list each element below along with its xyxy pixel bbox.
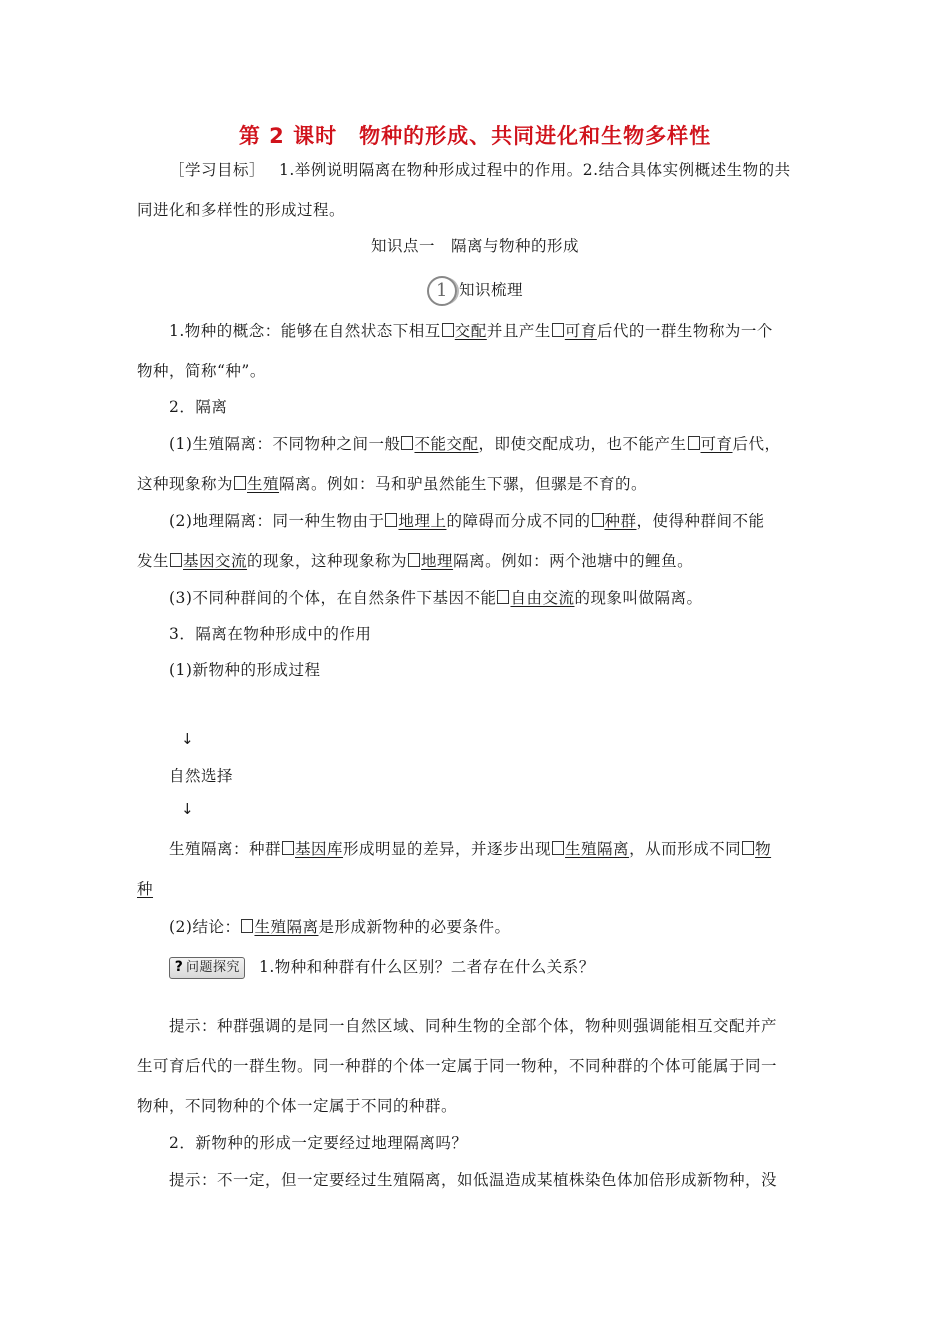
answer-text: 生殖隔离 bbox=[254, 918, 319, 936]
text: 的障碍而分成不同的 bbox=[446, 512, 591, 530]
answer-text: 地理 bbox=[421, 552, 454, 570]
answer-text: 物 bbox=[755, 840, 772, 858]
paragraph-1 bbox=[169, 313, 817, 349]
blank-box-icon bbox=[592, 513, 604, 527]
answer-text: 生殖 bbox=[247, 475, 280, 493]
answer-text: 基因库 bbox=[295, 840, 344, 858]
objectives-line-1 bbox=[169, 152, 817, 188]
paragraph-8-line-2 bbox=[137, 871, 817, 907]
answer-1-line-3: 物种，不同物种的个体一定属于不同的种群。 bbox=[137, 1097, 458, 1115]
question-mark-icon: ? bbox=[174, 959, 184, 975]
paragraph-4 bbox=[169, 503, 817, 539]
blank-box-icon bbox=[241, 919, 253, 933]
text: 并且产生 bbox=[486, 322, 551, 340]
text: ，即使交配成功，也不能产生 bbox=[478, 435, 687, 453]
text: ，从而形成不同 bbox=[629, 840, 742, 858]
circled-number-icon: 1 bbox=[427, 276, 457, 306]
answer-text: 可育 bbox=[700, 435, 733, 453]
blank-box-icon bbox=[234, 476, 246, 490]
inquiry-badge bbox=[169, 957, 245, 979]
objectives-label: ［学习目标］ bbox=[169, 161, 266, 179]
text: ，使得种群间不能 bbox=[636, 512, 765, 530]
down-arrow-icon: ↓ bbox=[181, 730, 194, 748]
natural-selection-label: 自然选择 bbox=[169, 767, 234, 785]
blank-box-icon bbox=[442, 323, 454, 337]
text: (2)地理隔离：同一种生物由于 bbox=[169, 512, 385, 530]
inquiry-badge-label: 问题探究 bbox=[186, 960, 241, 975]
answer-text: 可育 bbox=[564, 322, 597, 340]
blank-box-icon bbox=[497, 590, 509, 604]
text: 隔离。例如：两个池塘中的鲤鱼。 bbox=[453, 552, 694, 570]
answer-1-line-1: 提示：种群强调的是同一自然区域、同种生物的全部个体，物种则强调能相互交配并产 bbox=[169, 1017, 778, 1035]
text: 形成明显的差异，并逐步出现 bbox=[343, 840, 552, 858]
text: 的现象叫做隔离。 bbox=[574, 589, 703, 607]
paragraph-1-line-2: 物种，简称“种”。 bbox=[137, 362, 266, 380]
down-arrow-icon: ↓ bbox=[181, 800, 194, 818]
answer-text: 不能交配 bbox=[414, 435, 479, 453]
blank-box-icon bbox=[385, 513, 397, 527]
paragraph-4-line-2 bbox=[137, 543, 817, 579]
paragraph-3-line-2 bbox=[137, 466, 817, 502]
inquiry-question-1 bbox=[169, 949, 817, 985]
blank-box-icon bbox=[282, 841, 294, 855]
lesson-title: 第 2 课时 物种的形成、共同进化和生物多样性 bbox=[238, 124, 712, 148]
blank-box-icon bbox=[552, 841, 564, 855]
answer-text: 种群 bbox=[604, 512, 637, 530]
answer-1-line-2: 生可育后代的一群生物。同一种群的个体一定属于同一物种，不同种群的个体可能属于同一 bbox=[137, 1057, 778, 1075]
answer-text: 基因交流 bbox=[183, 552, 248, 570]
answer-text: 种 bbox=[137, 880, 154, 898]
text: 这种现象称为 bbox=[137, 475, 234, 493]
text: (2)结论： bbox=[169, 918, 241, 936]
text: 后代， bbox=[732, 435, 781, 453]
text: 1.物种的概念：能够在自然状态下相互 bbox=[169, 322, 441, 340]
text: 后代的一群生物称为一个 bbox=[596, 322, 773, 340]
knowledge-badge-label: 知识梳理 bbox=[458, 281, 523, 299]
blank-box-icon bbox=[552, 323, 564, 337]
blank-box-icon bbox=[688, 436, 700, 450]
text: (1)生殖隔离：不同物种之间一般 bbox=[169, 435, 401, 453]
answer-text: 生殖隔离 bbox=[565, 840, 630, 858]
blank-box-icon bbox=[408, 553, 420, 567]
question-1-text: 1.物种和种群有什么区别？二者存在什么关系？ bbox=[259, 958, 595, 976]
answer-text: 交配 bbox=[454, 322, 487, 340]
text: (3)不同种群间的个体，在自然条件下基因不能 bbox=[169, 589, 497, 607]
blank-box-icon bbox=[401, 436, 413, 450]
paragraph-8 bbox=[169, 831, 817, 867]
text: 是形成新物种的必要条件。 bbox=[318, 918, 511, 936]
objectives-line-2: 同进化和多样性的形成过程。 bbox=[137, 201, 346, 219]
paragraph-2: 2．隔离 bbox=[169, 398, 228, 416]
text: 生殖隔离：种群 bbox=[169, 840, 282, 858]
blank-box-icon bbox=[170, 553, 182, 567]
paragraph-6: 3．隔离在物种形成中的作用 bbox=[169, 625, 372, 643]
paragraph-3 bbox=[169, 426, 817, 462]
question-2: 2．新物种的形成一定要经过地理隔离吗？ bbox=[169, 1134, 468, 1152]
objectives-text-1: 1.举例说明隔离在物种形成过程中的作用。2.结合具体实例概述生物的共 bbox=[279, 161, 791, 179]
answer-2-line-1: 提示：不一定，但一定要经过生殖隔离，如低温造成某植株染色体加倍形成新物种，没 bbox=[169, 1171, 778, 1189]
answer-text: 自由交流 bbox=[510, 589, 575, 607]
knowledge-badge bbox=[0, 272, 950, 308]
text: 的现象，这种现象称为 bbox=[247, 552, 408, 570]
text: 隔离。例如：马和驴虽然能生下骡，但骡是不育的。 bbox=[279, 475, 648, 493]
paragraph-5 bbox=[169, 580, 817, 616]
text: 发生 bbox=[137, 552, 170, 570]
section-heading: 知识点一 隔离与物种的形成 bbox=[370, 237, 579, 255]
answer-text: 地理上 bbox=[398, 512, 447, 530]
paragraph-9 bbox=[169, 909, 817, 945]
blank-box-icon bbox=[742, 841, 754, 855]
paragraph-7: (1)新物种的形成过程 bbox=[169, 661, 321, 679]
